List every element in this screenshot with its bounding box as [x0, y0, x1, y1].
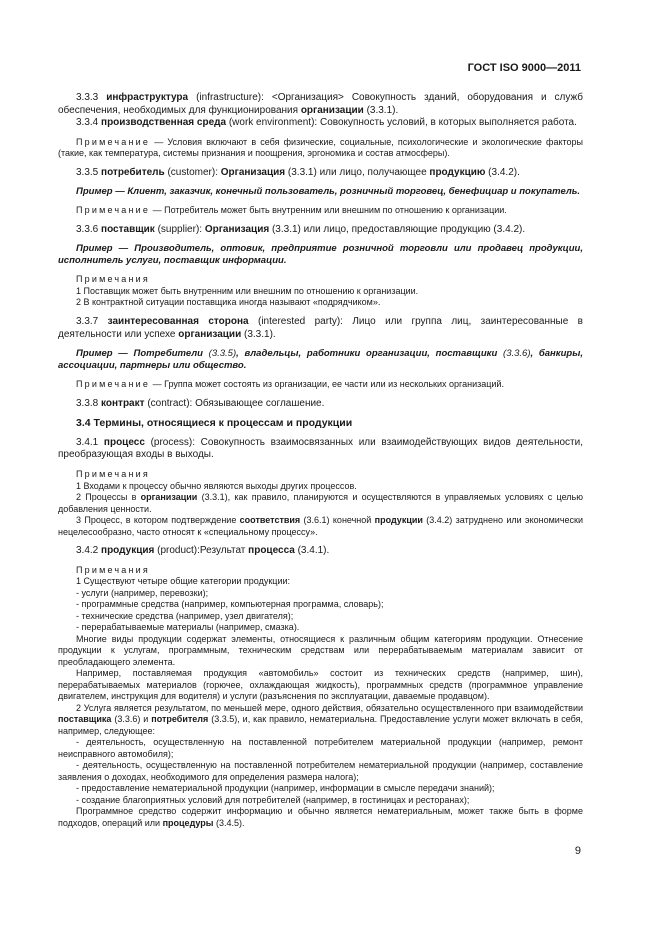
- note-text: (3.3.5), и, как правило, нематериальна. Предоставление услуги может включать в себя, например, следующее:: [58, 714, 584, 736]
- term-english: (work environment):: [228, 117, 318, 129]
- definition-text: Результат: [199, 545, 249, 557]
- note-label: Примечание: [76, 205, 151, 216]
- term-english: (infrastructure):: [196, 92, 264, 103]
- definition-text: (3.3.1) или лицо, предоставляющие продукцию (3.4.2).: [269, 223, 526, 235]
- definition-text: Совокупность условий, в которых выполняется работа.: [317, 117, 577, 129]
- entry-3-3-8: [58, 398, 583, 411]
- term: поставщик: [101, 223, 155, 235]
- term-english: (customer):: [167, 166, 218, 178]
- entry-3-3-4: [58, 117, 583, 130]
- note-item: [58, 703, 583, 738]
- term: инфраструктура: [106, 92, 189, 103]
- note-item: 1 Существуют четыре общие категории продукции:: [76, 576, 290, 587]
- page-body: [58, 92, 583, 829]
- definition-text: Совокупность взаимосвязанных или взаимодействующих видов деятельности, преобразующая входы в выходы.: [58, 436, 584, 461]
- term: производственная среда: [101, 117, 227, 129]
- term: продукция: [101, 545, 155, 557]
- note-3-3-7: [58, 379, 583, 391]
- example-text: , владельцы, работники организации, поставщики: [236, 348, 498, 360]
- entry-3-3-6: [58, 224, 583, 237]
- definition-text: <Организация> Совокупность зданий, оборудования и служб обеспечения, необходимых для функционирования: [58, 92, 583, 116]
- definition-text: (3.3.1).: [363, 104, 399, 116]
- term-reference: организации: [140, 492, 198, 503]
- term-reference: соответствия: [239, 515, 301, 526]
- notes-3-4-2: [58, 565, 583, 830]
- page-number: 9: [574, 845, 581, 857]
- clause-number: 3.3.3: [76, 92, 99, 103]
- notes-3-3-6: [58, 274, 583, 309]
- note-text: (3.3.6) и: [111, 714, 152, 725]
- note-text: (3.4.2) затруднено или экономически нецелесообразно, часто относят к «специальному процессу».: [58, 515, 583, 537]
- example-text: Пример — Потребители: [76, 348, 203, 360]
- list-item: - технические средства (например, узел двигателя);: [76, 610, 294, 621]
- list-item: - создание благоприятных условий для потребителей (например, в гостиницах и ресторанах);: [76, 794, 470, 805]
- term-reference: процедуры: [162, 817, 214, 828]
- term-english: (process):: [150, 436, 196, 448]
- entry-3-3-3: [58, 92, 583, 117]
- term-reference: процесса: [248, 545, 295, 557]
- note-label: Примечание: [76, 136, 151, 147]
- clause-number: 3.4.1: [76, 436, 99, 448]
- note-item: 1 Поставщик может быть внутренним или внешним по отношению к организации.: [76, 285, 419, 296]
- list-item: - деятельность, осуществленную на поставленной потребителем материальной продукции (например, ремонт неисправного автомобиля);: [58, 737, 583, 759]
- example-text: , банкиры, ассоциации, партнеры или общество.: [58, 348, 583, 372]
- entry-3-3-7: [58, 316, 583, 341]
- note-item: [58, 515, 583, 538]
- example-3-3-7: [58, 348, 583, 372]
- term: потребитель: [101, 166, 165, 178]
- notes-3-4-1: [58, 469, 583, 538]
- term-reference: организации: [300, 104, 364, 116]
- term-reference: Организация: [204, 223, 270, 235]
- definition-text: (3.3.1).: [241, 328, 276, 340]
- clause-number: 3.3.8: [76, 397, 99, 409]
- definition-text: Лицо или группа лиц, заинтересованные в деятельности или успехе: [58, 315, 583, 340]
- term-english: (supplier):: [157, 223, 203, 235]
- note-text: (3.4.5).: [213, 817, 245, 828]
- example-3-3-6: Пример — Производитель, оптовик, предприятие розничной торговли или продавец продукции, исполнитель услуги, поставщик информации.: [58, 243, 583, 267]
- clause-number: 3.3.4: [76, 117, 99, 129]
- note-text: 2 Услуга является результатом, по меньшей мере, одного действия, обязательно осуществленного при взаимодействии: [76, 702, 583, 713]
- term-english: (product):: [157, 545, 200, 557]
- note-item: 2 В контрактной ситуации поставщика иногда называют «подрядчиком».: [76, 297, 381, 308]
- term: контракт: [101, 397, 145, 409]
- list-item: - перерабатываемые материалы (например, смазка).: [76, 622, 300, 633]
- definition-text: Обязывающее соглашение.: [192, 397, 325, 409]
- term-reference: продукции: [374, 515, 423, 526]
- notes-label: Примечания: [76, 274, 150, 285]
- term-english: (contract):: [147, 397, 193, 409]
- entry-3-4-2: [58, 545, 583, 558]
- section-heading: 3.4 Термины, относящиеся к процессам и продукции: [76, 417, 353, 430]
- term-reference: организации: [178, 328, 242, 340]
- clause-number: 3.3.6: [76, 223, 99, 235]
- example-reference: (3.3.6): [497, 348, 531, 360]
- note-3-3-5: [58, 205, 583, 217]
- page-header: ГОСТ ISO 9000—2011: [467, 62, 581, 74]
- note-text: — Потребитель может быть внутренним или внешним по отношению к организации.: [150, 205, 507, 216]
- note-item: 1 Входами к процессу обычно являются выходы других процессов.: [76, 480, 357, 491]
- term-reference: поставщика: [58, 714, 112, 725]
- note-3-3-4: [58, 137, 583, 160]
- term-reference: потребителя: [151, 714, 209, 725]
- definition-text: (3.3.1) или лицо, получающее: [285, 166, 430, 178]
- note-text: Программное средство содержит информацию и обычно является нематериальным, может также быть в форме подходов, операций или: [58, 806, 583, 828]
- clause-number: 3.4.2: [76, 545, 99, 557]
- note-text: (3.3.1), как правило, планируются и осуществляются в управляемых условиях с целью добавления ценности.: [58, 492, 583, 514]
- list-item: - программные средства (например, компьютерная программа, словарь);: [76, 599, 384, 610]
- term: заинтересованная сторона: [107, 315, 249, 327]
- note-paragraph: [58, 806, 583, 829]
- term-reference: Организация: [220, 166, 286, 178]
- note-text: 2 Процессы в: [76, 492, 141, 503]
- note-item: [58, 492, 583, 515]
- term: процесс: [103, 436, 145, 448]
- note-text: — Условия включают в себя физические, социальные, психологические и экологические факторы (такие, как температура, системы признания и поощрения, эргономика и состав атмосферы).: [58, 136, 583, 159]
- notes-label: Примечания: [76, 469, 150, 480]
- note-paragraph: Например, поставляемая продукция «автомобиль» состоит из технических средств (например, шин), перерабатываемых материалов (горючее, охлаждающая жидкость), программных средств (программное управление двигателем, инструкция для водителя) и услуги (разъяснения по эксплуатации, даваемые продавцом).: [58, 668, 583, 702]
- note-text: — Группа может состоять из организации, ее части или из нескольких организаций.: [150, 379, 504, 390]
- list-item: - деятельность, осуществленную на поставленной потребителем нематериальной продукции (например, составление заявления о доходах, необходимого для определения размера налога);: [58, 760, 583, 782]
- entry-3-3-5: [58, 167, 583, 180]
- note-text: 3 Процесс, в котором подтверждение: [76, 515, 240, 526]
- notes-label: Примечания: [76, 564, 150, 575]
- clause-number: 3.3.5: [76, 166, 99, 178]
- list-item: - услуги (например, перевозки);: [76, 587, 209, 598]
- definition-text: (3.4.2).: [485, 166, 520, 178]
- term-english: (interested party):: [257, 315, 343, 327]
- note-label: Примечание: [76, 379, 151, 390]
- note-text: (3.6.1) конечной: [300, 515, 375, 526]
- definition-text: (3.4.1).: [294, 545, 330, 557]
- clause-number: 3.3.7: [76, 315, 99, 327]
- example-reference: (3.3.5): [202, 348, 237, 360]
- example-3-3-5: Пример — Клиент, заказчик, конечный пользователь, розничный торговец, бенефициар и покупатель.: [76, 186, 581, 198]
- entry-3-4-1: [58, 437, 583, 462]
- term-reference: продукцию: [429, 166, 486, 178]
- list-item: - предоставление нематериальной продукции (например, информации в смысле передачи знаний);: [76, 783, 495, 794]
- note-paragraph: Многие виды продукции содержат элементы, относящиеся к различным общим категориям продукции. Отнесение продукции к услугам, программным, техническим средствам или перерабатываемым материалам зависит от преобладающего элемента.: [58, 633, 583, 667]
